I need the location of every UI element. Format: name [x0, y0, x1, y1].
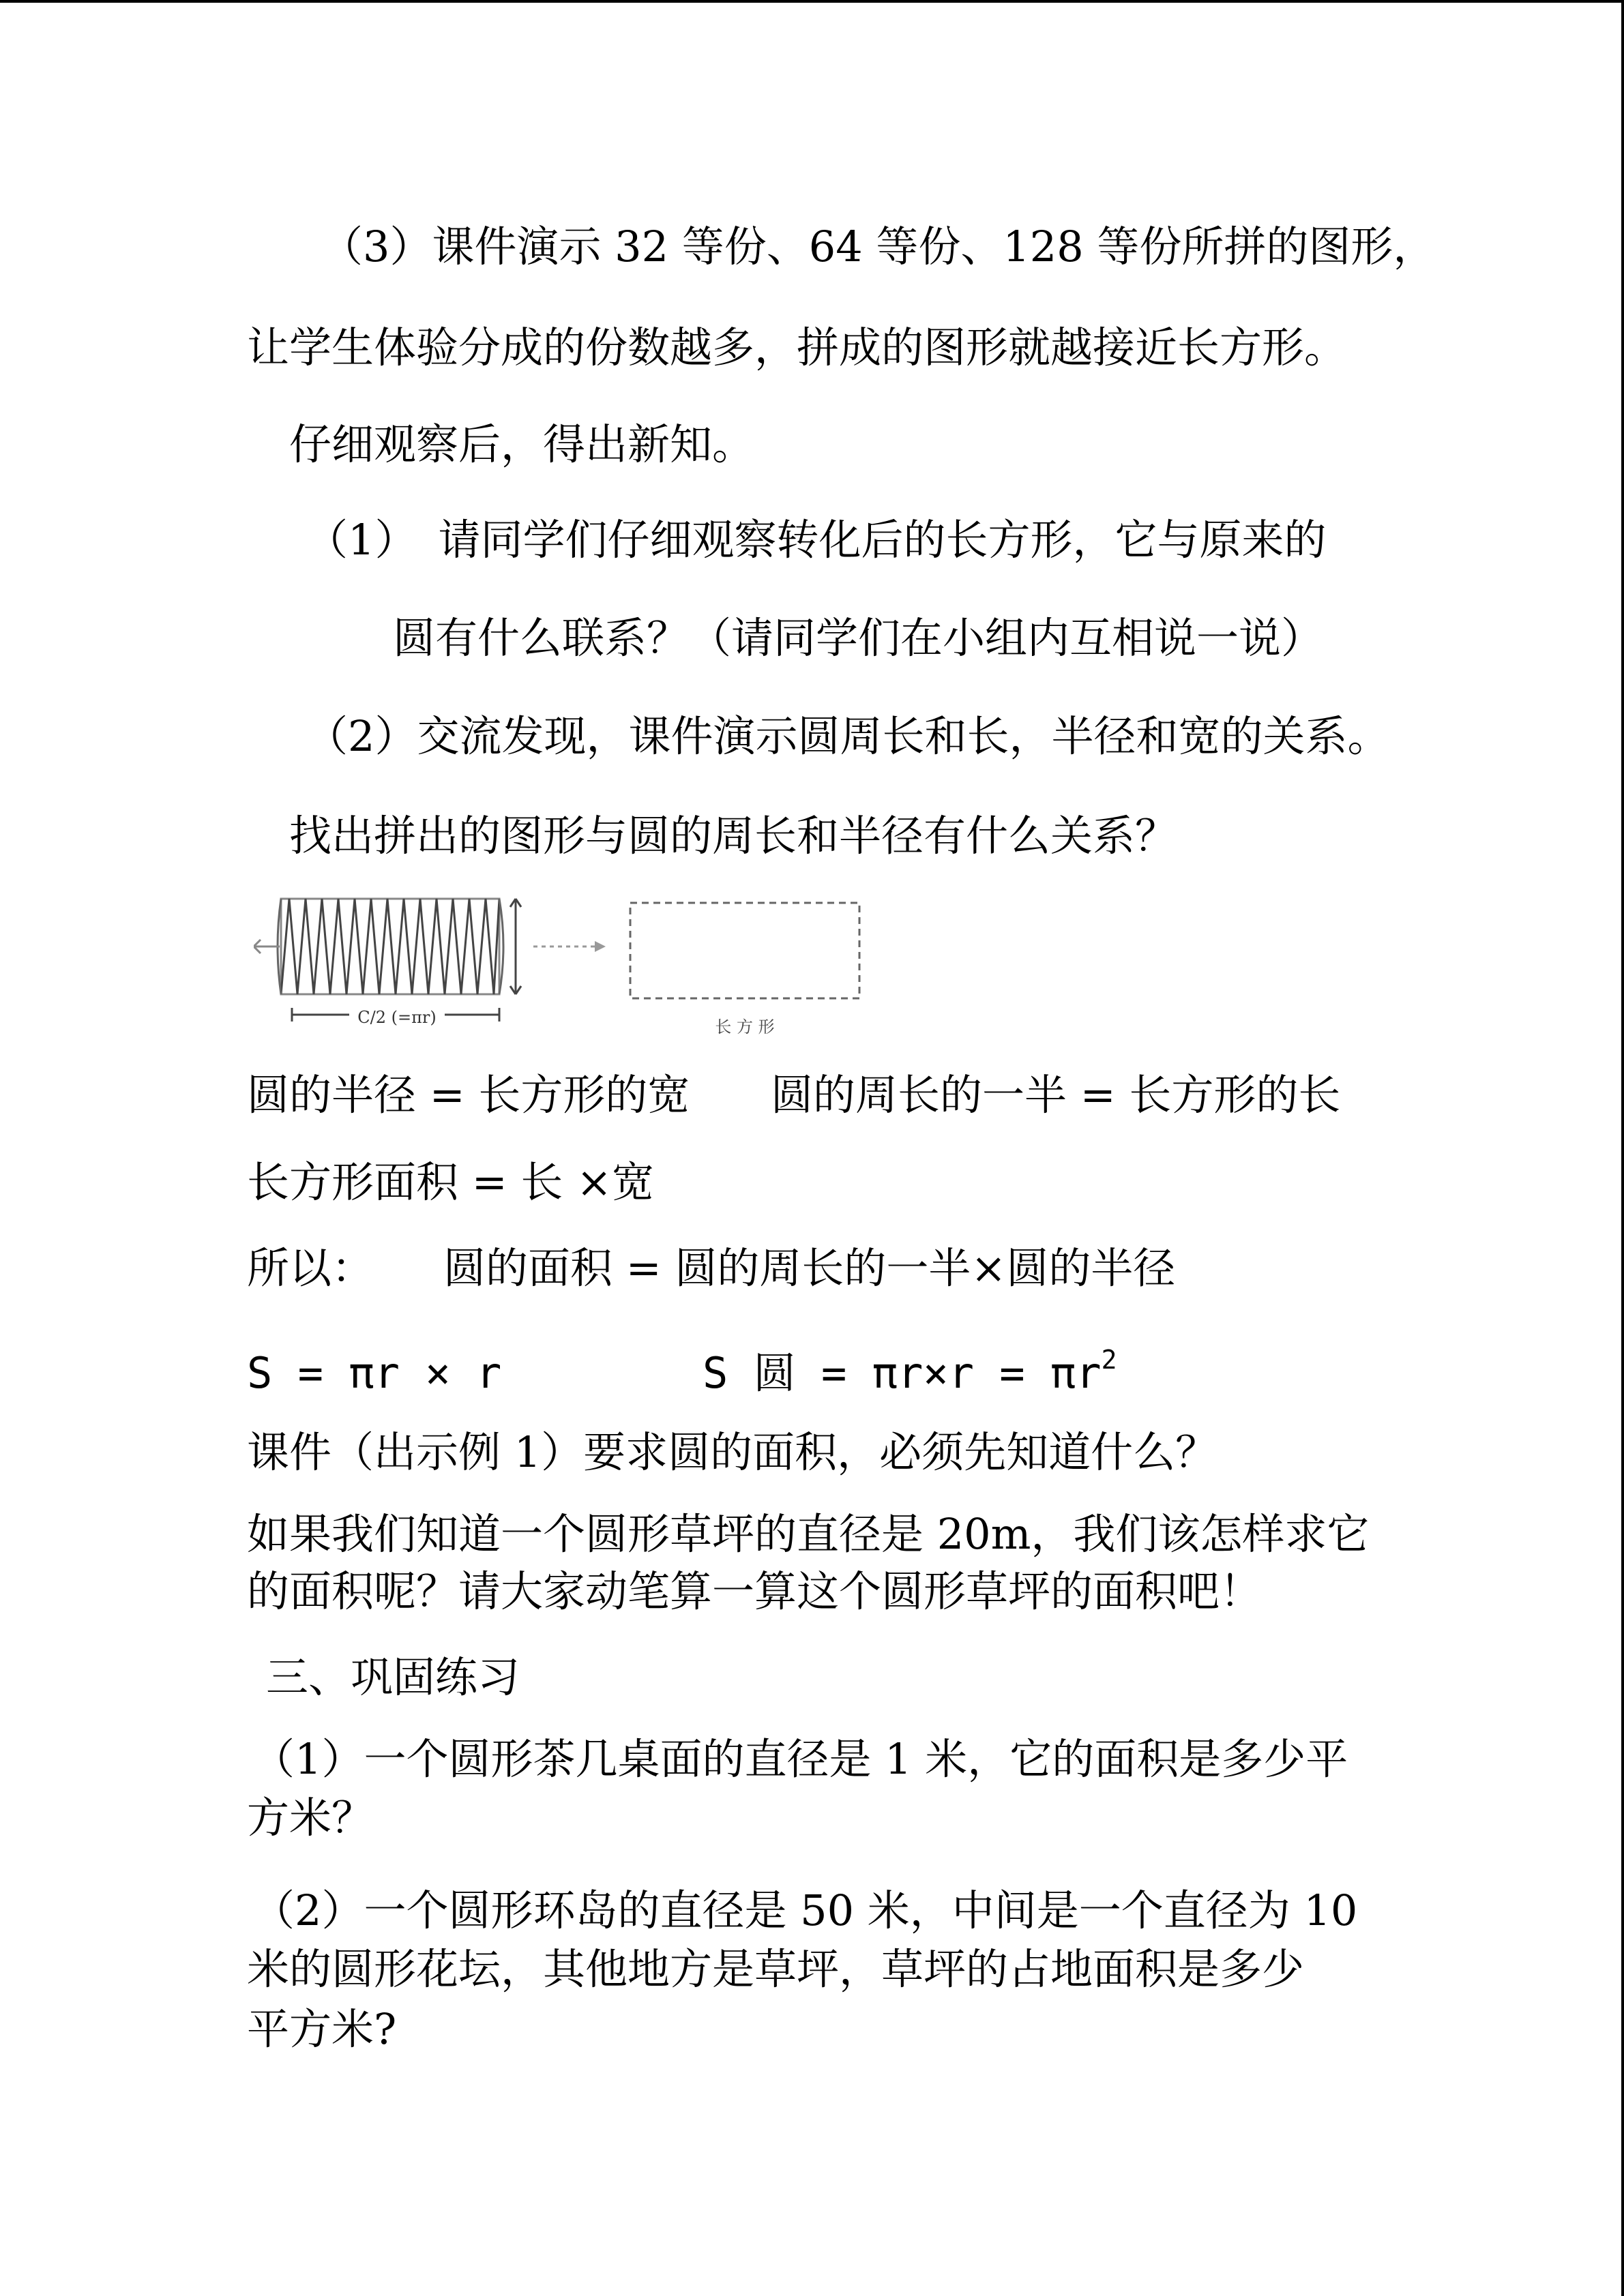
exercise-2: （2）一个圆形环岛的直径是 50 米，中间是一个直径为 10 — [252, 1885, 1358, 1935]
formula-s-pir-r: S = πr × r — [247, 1348, 502, 1398]
radius-equals-width: 圆的半径 = 长方形的宽 — [247, 1070, 690, 1120]
so-label: 所以： — [247, 1243, 374, 1293]
exercise-1-cont: 方米？ — [247, 1793, 374, 1843]
half-circumference-equals-length: 圆的周长的一半 = 长方形的长 — [771, 1070, 1341, 1120]
observe-heading: 仔细观察后，得出新知。 — [289, 419, 755, 469]
page-border-top — [0, 0, 1624, 3]
question-2-text: （2）交流发现，课件演示圆周长和长，半径和宽的关系。 — [306, 711, 1390, 761]
section-3-heading: 三、巩固练习 — [266, 1652, 520, 1702]
lawn-question: 如果我们知道一个圆形草坪的直径是 20m，我们该怎样求它 — [247, 1509, 1370, 1559]
strip-length-label: C/2 (=πr) — [357, 1008, 437, 1027]
rectangle-area-formula: 长方形面积 = 长 ×宽 — [247, 1157, 655, 1207]
circle-area-derivation: 圆的面积 = 圆的周长的一半×圆的半径 — [443, 1243, 1176, 1293]
exercise-2-cont: 米的圆形花坛，其他地方是草坪，草坪的占地面积是多少 — [247, 1944, 1305, 1994]
question-1-text-cont: 圆有什么联系？（请同学们在小组内互相说一说） — [393, 613, 1324, 663]
formula-exponent: 2 — [1101, 1345, 1117, 1375]
left-arrow-stub — [254, 940, 280, 953]
rectangle-label: 长 方 形 — [715, 1017, 775, 1037]
formula-circle-area-main: S 圆 = πr×r = πr — [703, 1348, 1102, 1398]
step-3-text-cont: 让学生体验分成的份数越多，拼成的图形就越接近长方形。 — [247, 323, 1347, 372]
circle-to-rectangle-figure — [254, 880, 881, 1043]
question-1-text: （1） 请同学们仔细观察转化后的长方形，它与原来的 — [306, 515, 1327, 565]
exercise-2-cont-2: 平方米? — [247, 2004, 397, 2054]
result-rectangle — [630, 903, 859, 998]
relation-question: 找出拼出的图形与圆的周长和半径有什么关系？ — [289, 811, 1178, 861]
lawn-question-cont: 的面积呢？请大家动笔算一算这个圆形草坪的面积吧！ — [247, 1566, 1263, 1616]
formula-circle-area — [703, 1346, 1117, 1401]
height-arrow — [510, 899, 521, 994]
sector-strip — [278, 899, 503, 994]
exercise-1: （1）一个圆形茶几桌面的直径是 1 米，它的面积是多少平 — [252, 1734, 1348, 1784]
page-border-right — [1621, 0, 1624, 2296]
step-3-text: （3）课件演示 32 等份、64 等份、128 等份所拼的图形， — [321, 222, 1436, 271]
example-1-prompt: 课件（出示例 1）要求圆的面积，必须先知道什么？ — [247, 1427, 1218, 1477]
